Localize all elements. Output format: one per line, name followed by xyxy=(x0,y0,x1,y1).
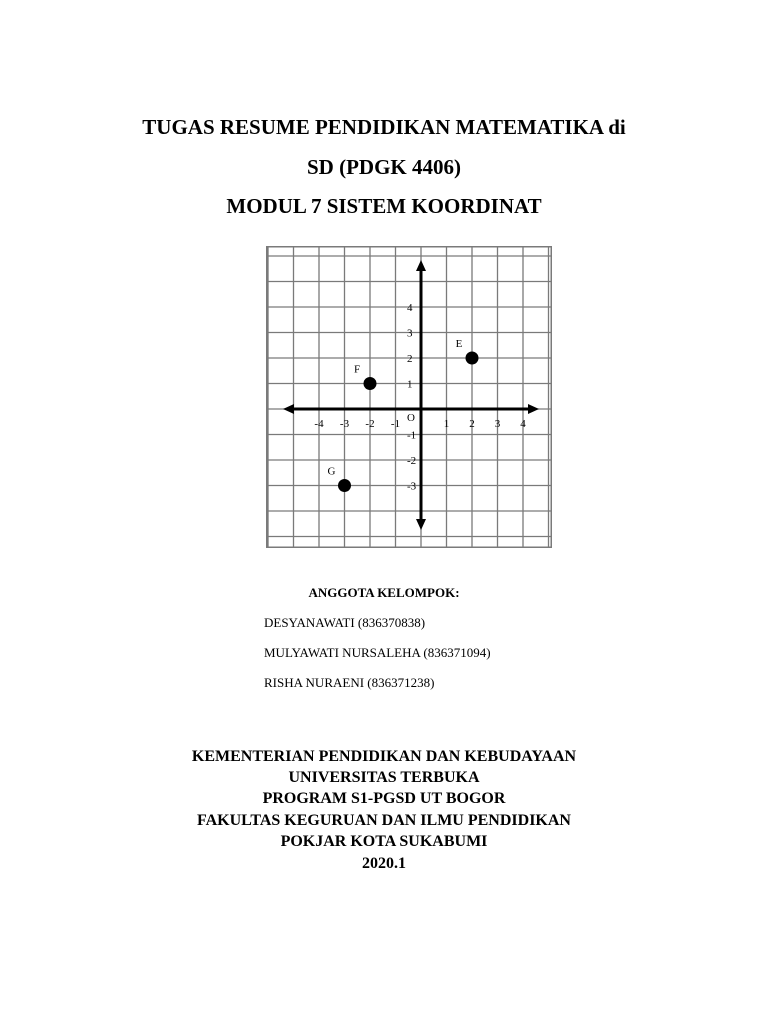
points xyxy=(328,338,479,492)
document-title-line-1: TUGAS RESUME PENDIDIKAN MATEMATIKA di xyxy=(142,115,626,139)
member-name: MULYAWATI NURSALEHA (836371094) xyxy=(264,645,491,660)
y-tick-label: -3 xyxy=(407,480,417,493)
point-label-e: E xyxy=(455,338,463,350)
origin-label: O xyxy=(407,412,415,424)
point-label-g: G xyxy=(327,465,336,478)
member-name: DESYANAWATI (836370838) xyxy=(264,615,426,630)
x-tick-label: -2 xyxy=(365,418,375,430)
member-name: RISHA NURAENI (836371238) xyxy=(264,675,435,690)
document-title-line-3: MODUL 7 SISTEM KOORDINAT xyxy=(226,194,542,218)
grid-border xyxy=(267,247,552,548)
point-label-f: F xyxy=(353,363,361,376)
x-axis-left-arrow xyxy=(283,404,294,414)
x-axis-right-arrow xyxy=(528,404,539,414)
coordinate-plane xyxy=(266,246,552,548)
y-axis-top-arrow xyxy=(416,260,426,271)
y-tick-label: 1 xyxy=(407,378,413,391)
footer-university: UNIVERSITAS TERBUKA xyxy=(288,769,480,786)
members-heading: ANGGOTA KELOMPOK: xyxy=(308,585,460,600)
footer-ministry: KEMENTERIAN PENDIDIKAN DAN KEBUDAYAAN xyxy=(191,748,577,765)
footer-program: PROGRAM S1-PGSD UT BOGOR xyxy=(262,790,506,807)
y-tick-label: -2 xyxy=(407,455,417,467)
point-g xyxy=(338,479,351,492)
x-tick-label: -1 xyxy=(390,418,401,430)
y-tick-label: 2 xyxy=(407,353,413,365)
footer-faculty: FAKULTAS KEGURUAN DAN ILMU PENDIDIKAN xyxy=(197,812,571,829)
x-tick-label: 2 xyxy=(469,418,475,430)
y-tick-label: -1 xyxy=(407,429,417,442)
x-tick-label: 4 xyxy=(520,418,526,430)
footer-pokjar: POKJAR KOTA SUKABUMI xyxy=(280,833,488,850)
x-tick-label: 1 xyxy=(443,418,450,430)
document-title-line-2: SD (PDGK 4406) xyxy=(307,155,461,179)
point-f xyxy=(364,377,377,390)
x-tick-label: 3 xyxy=(494,418,501,430)
y-tick-label: 4 xyxy=(407,302,413,314)
x-tick-label: -4 xyxy=(314,418,324,430)
footer-year: 2020.1 xyxy=(362,855,406,872)
point-e xyxy=(466,352,479,365)
y-tick-label: 3 xyxy=(407,327,413,340)
y-axis-bottom-arrow xyxy=(416,519,426,530)
x-tick-label: -3 xyxy=(339,418,350,430)
grid xyxy=(266,246,552,548)
